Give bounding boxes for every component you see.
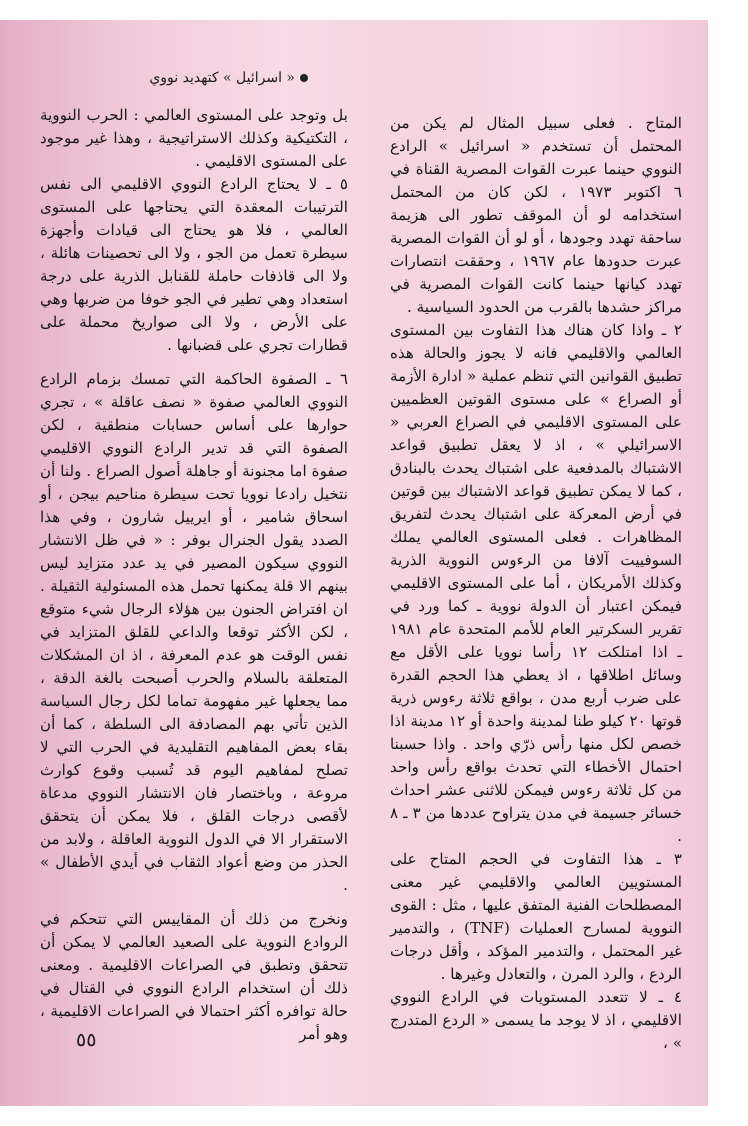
- running-header: [149, 70, 308, 86]
- paragraph: بل وتوجد على المستوى العالمي : الحرب النووية ، التكتيكية وكذلك الاستراتيجية ، وهذا غير موجود على المستوى الاقليمي .: [40, 106, 348, 170]
- right-column: [390, 112, 682, 1055]
- left-column: [40, 104, 348, 1046]
- paragraph: ٤ ـ لا تتعدد المستويات في الرادع النووي الاقليمي ، اذ لا يوجد ما يسمى « الردع المتدرج » ،: [390, 988, 682, 1052]
- paragraph: ٦ ـ الصفوة الحاكمة التي تمسك بزمام الرادع النووي العالمي صفوة « نصف عاقلة » ، تجري حوارها على أساس حسابات منطقية ، لكن الصفوة التي قد تدير الرادع النووي الاقليمي صفوة اما مجنونة أو جاهلة أصول الصراع . ولنا أن نتخيل رادعا نوويا تحت سيطرة مناحيم بيجن ، أو اسحاق شامير ، أو ايرييل شارون ، وفي هذا الصدد يقول الجنرال بوفر : « في ظل الانتشار النووي سيكون المصير في يد عدد متزايد ليس بينهم الا قلة يمكنها تحمل هذه المسئولية الثقيلة . ان افتراض الجنون بين هؤلاء الرجال شيء متوقع ، لكن الأكثر توقعا والداعي للقلق المتزايد في نفس الوقت هو عدم المعرفة ، اذ ان المشكلات المتعلقة بالسلام والحرب أصبحت بالغة الدقة ، مما يجعلها غير مفهومة تماما لكل رجال السياسة الذين تأتي بهم المصادفة الى السلطة ، كما أن بقاء بعض المفاهيم التقليدية في الحرب التي لا تصلح لمفاهيم اليوم قد تُسبب وقوع كوارث مروعة ، وباختصار فان الانتشار النووي مدعاة لأقصى درجات القلق ، فلا يمكن أن يتحقق الاستقرار الا في الدول النووية العاقلة ، ولابد من الحذر من وضع أعواد الثقاب في أيدي الأطفال » .: [40, 370, 348, 894]
- paragraph-gap: [40, 357, 348, 368]
- paragraph: المتاح . فعلى سبيل المثال لم يكن من المحتمل أن تستخدم « اسرائيل » الرادع النووي حينما عبرت القوات المصرية القناة في ٦ اكتوبر ١٩٧٣ ، لكن كان من المحتمل استخدامه لو أن الموقف تطور الى هزيمة ساحقة تهدد وجودها ، أو لو أن القوات المصرية عبرت حدودها عام ١٩٦٧ ، وحققت انتصارات تهدد كيانها حينما كانت القوات المصرية في مراكز حشدها بالقرب من الحدود السياسية .: [390, 114, 682, 316]
- book-page: [0, 20, 708, 1106]
- paragraph: ٥ ـ لا يحتاج الرادع النووي الاقليمي الى نفس الترتيبات المعقدة التي يحتاجها على المستوى العالمي ، فلا هو يحتاج الى قيادات وأجهزة سيطرة تعمل من الجو ، ولا الى تحصينات هائلة ، ولا الى قاذفات حاملة للقنابل الذرية على درجة استعداد وهي تطير في الجو خوفا من ضربها وهي على الأرض ، ولا الى صواريخ محملة على قطارات تجري على قضبانها .: [40, 175, 348, 354]
- header-title: « اسرائيل » كتهديد نووي: [149, 70, 295, 86]
- paragraph: ٢ ـ واذا كان هناك هذا التفاوت بين المستوى العالمي والاقليمي فانه لا يجوز والحالة هذه تطبيق القوانين التي تنظم عملية « ادارة الأزمة أو الصراع » على مستوى القوتين العظميين على المستوى الاقليمي في الصراع العربي « الاسرائيلي » ، اذ لا يعقل تطبيق قواعد الاشتباك بالمدفعية على اشتباك يحدث بالبنادق ، كما لا يمكن تطبيق قواعد الاشتباك بين قوتين في أرض المعركة على اشتباك يحدث لتفريق المظاهرات . فعلى المستوى العالمي يملك السوفييت آلافا من الرءوس النووية الذرية وكذلك الأمريكان ، أما على المستوى الاقليمي فيمكن اعتبار أن الدولة نووية ـ كما ورد في تقرير السكرتير العام للأمم المتحدة عام ١٩٨١ ـ اذا امتلكت ١٢ رأسا نوويا على الأقل مع وسائل اطلاقها ، اذ يعطي هذا الحجم القدرة على ضرب أربع مدن ، بواقع ثلاثة رءوس ذرية قوتها ٢٠ كيلو طنا لمدينة واحدة أو ١٢ مدينة اذا خصص لكل منها رأس ذرّي واحد . واذا حسبنا احتمال الأخطاء التي تحدث بواقع رأس واحد من كل ثلاثة رءوس فيمكن للاثنى عشر احداث خسائر جسيمة في مدن يتراوح عددها من ٣ ـ ٨ .: [390, 321, 682, 845]
- paragraph-gap: [40, 897, 348, 908]
- bullet-icon: [300, 74, 308, 82]
- page-number: ٥٥: [76, 1029, 97, 1051]
- paragraph: ونخرج من ذلك أن المقاييس التي تتحكم في الروادع النووية على الصعيد العالمي لا يمكن أن تتحقق وتطبق في الصراعات الاقليمية . ومعنى ذلك أن استخدام الرادع النووي في القتال في حالة توافره أكثر احتمالا في الصراعات الاقليمية ، وهو أمر: [40, 910, 348, 1043]
- paragraph: ٣ ـ هذا التفاوت في الحجم المتاح على المستويين العالمي والاقليمي غير معنى المصطلحات الفنية المتفق عليها ، مثل : القوى النووية لمسارح العمليات (TNF) ، والتدمير غير المحتمل ، والتدمير المؤكد ، وأقل درجات الردع ، والرد المرن ، والتعادل وغيرها .: [390, 850, 682, 983]
